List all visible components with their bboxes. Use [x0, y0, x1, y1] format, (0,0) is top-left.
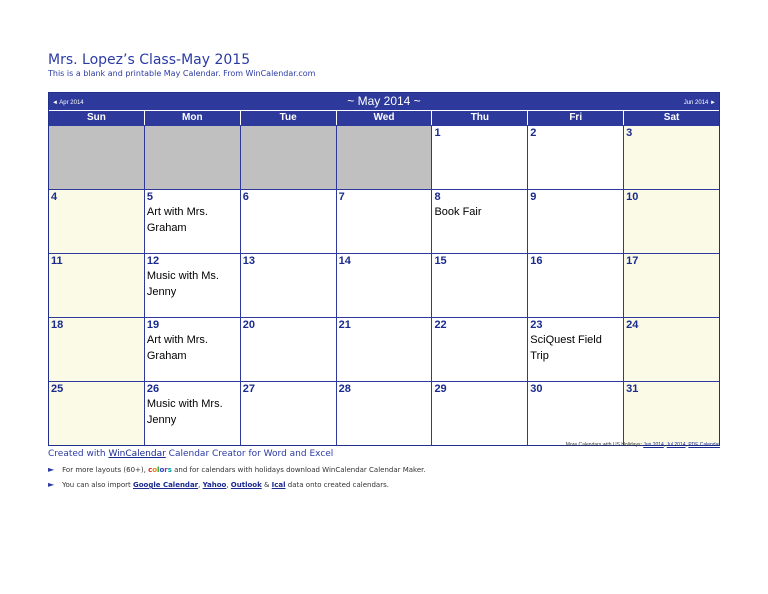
calendar-header [49, 93, 719, 110]
day-event: Music with Mrs. Jenny [146, 398, 223, 426]
day-cell[interactable] [49, 190, 144, 253]
day-event: Art with Mrs. Graham [146, 206, 208, 234]
page-title: Mrs. Lopez’s Class-May 2015 [48, 52, 251, 68]
day-number: 17 [626, 255, 639, 267]
prev-month-link[interactable]: ◄ Apr 2014 [52, 100, 84, 106]
page-subtitle: This is a blank and printable May Calendar. From WinCalendar.com [48, 69, 316, 78]
colors-word [148, 466, 172, 474]
bullet1-prefix: For more layouts (60+), [62, 466, 149, 474]
weekday-mon: Mon [144, 111, 240, 125]
week-row [49, 317, 719, 381]
bullet-arrow-icon: ► [48, 480, 55, 489]
day-event: Art with Mrs. Graham [146, 334, 208, 362]
day-event: Book Fair [434, 206, 482, 218]
day-number: 19 [146, 319, 160, 331]
week-row [49, 189, 719, 253]
yahoo-link[interactable]: Yahoo [202, 481, 227, 489]
bullet2-sep: & [261, 481, 272, 489]
day-number: 15 [434, 255, 447, 267]
day-cell[interactable] [240, 382, 336, 445]
day-cell[interactable] [527, 382, 623, 445]
week-row [49, 381, 719, 445]
calendar-grid [49, 125, 719, 445]
bullet-arrow-icon: ► [48, 465, 55, 474]
wincalendar-link[interactable]: WinCalendar [108, 449, 166, 459]
day-cell[interactable] [240, 254, 336, 317]
weekday-wed: Wed [336, 111, 432, 125]
colors-letter: o [152, 466, 158, 474]
day-cell[interactable] [49, 382, 144, 445]
day-number: 29 [434, 383, 447, 395]
day-cell[interactable] [144, 190, 240, 253]
day-number: 31 [626, 383, 639, 395]
day-number: 24 [626, 319, 639, 331]
day-number: 4 [51, 191, 58, 203]
day-number: 7 [338, 191, 345, 203]
bullet1-suffix: and for calendars with holidays download WinCalendar Calendar Maker. [171, 466, 426, 474]
bullet-layouts [48, 465, 426, 474]
day-cell[interactable] [431, 190, 527, 253]
calendar [48, 92, 720, 446]
bullet2-prefix: You can also import [62, 481, 133, 489]
more-calendars-prefix: More Calendars with US Holidays: [565, 442, 644, 448]
blank-day-cell [144, 126, 240, 189]
day-cell[interactable] [336, 318, 432, 381]
day-number: 1 [434, 127, 441, 139]
day-cell[interactable] [144, 382, 240, 445]
weekday-fri: Fri [527, 111, 623, 125]
day-number: 11 [51, 255, 63, 267]
day-cell[interactable] [336, 254, 432, 317]
day-cell[interactable] [49, 318, 144, 381]
day-cell[interactable] [431, 126, 527, 189]
day-cell[interactable] [623, 190, 719, 253]
week-row [49, 253, 719, 317]
blank-day-cell [49, 126, 144, 189]
day-number: 26 [146, 383, 160, 395]
day-number: 21 [338, 319, 351, 331]
day-number: 8 [434, 191, 441, 203]
created-with-line [48, 449, 333, 459]
day-number: 28 [338, 383, 351, 395]
week-row [49, 125, 719, 189]
more-calendars-sep: , [663, 442, 667, 448]
day-cell[interactable] [527, 254, 623, 317]
day-number: 5 [146, 191, 153, 203]
day-number: 14 [338, 255, 351, 267]
bullet2-suffix: data onto created calendars. [285, 481, 389, 489]
bullet-import [48, 480, 389, 489]
day-cell[interactable] [240, 318, 336, 381]
weekday-sat: Sat [623, 111, 719, 125]
day-cell[interactable] [527, 126, 623, 189]
day-cell[interactable] [623, 318, 719, 381]
ical-link[interactable]: Ical [271, 481, 286, 489]
more-calendars-link-jun[interactable]: Jun 2014 [643, 442, 664, 448]
day-cell[interactable] [623, 254, 719, 317]
created-prefix: Created with [48, 449, 109, 459]
day-event: SciQuest Field Trip [530, 334, 602, 362]
day-cell[interactable] [623, 126, 719, 189]
more-calendars-line [566, 442, 720, 448]
day-cell[interactable] [336, 382, 432, 445]
bullet2-sep: , [198, 481, 203, 489]
weekday-tue: Tue [240, 111, 336, 125]
outlook-link[interactable]: Outlook [230, 481, 262, 489]
day-number: 20 [242, 319, 255, 331]
day-cell[interactable] [336, 190, 432, 253]
colors-letter: c [148, 466, 153, 474]
day-cell[interactable] [623, 382, 719, 445]
day-cell[interactable] [431, 382, 527, 445]
day-number: 12 [146, 255, 160, 267]
day-number: 6 [242, 191, 249, 203]
day-event: Music with Ms. Jenny [146, 270, 219, 298]
weekday-thu: Thu [431, 111, 527, 125]
day-number: 18 [51, 319, 64, 331]
day-number: 16 [530, 255, 543, 267]
day-number: 27 [242, 383, 255, 395]
more-calendars-link-pdf[interactable]: PDF Calendar [688, 442, 720, 448]
weekday-sun: Sun [86, 112, 106, 123]
day-number: 22 [434, 319, 447, 331]
day-cell[interactable] [144, 318, 240, 381]
bullet2-sep: , [226, 481, 231, 489]
next-month-link[interactable]: Jun 2014 ► [683, 100, 716, 106]
day-number: 9 [530, 191, 537, 203]
day-cell[interactable] [240, 190, 336, 253]
blank-day-cell [336, 126, 432, 189]
day-number: 3 [626, 127, 633, 139]
day-cell[interactable] [49, 254, 144, 317]
created-suffix: Calendar Creator for Word and Excel [165, 449, 334, 459]
day-number: 30 [530, 383, 543, 395]
day-cell[interactable] [527, 190, 623, 253]
day-number: 23 [530, 319, 543, 331]
month-title: ~ May 2014 ~ [347, 94, 421, 108]
colors-letter: r [164, 466, 168, 474]
day-number: 25 [51, 383, 64, 395]
colors-letter: s [167, 466, 172, 474]
blank-day-cell [240, 126, 336, 189]
colors-letter: o [159, 466, 165, 474]
weekday-header-row [49, 110, 719, 125]
day-number: 13 [242, 255, 255, 267]
more-calendars-link-jul[interactable]: Jul 2014 [666, 442, 686, 448]
day-cell[interactable] [431, 318, 527, 381]
google-calendar-link[interactable]: Google Calendar [132, 481, 199, 489]
day-cell[interactable] [144, 254, 240, 317]
more-calendars-sep: , [685, 442, 689, 448]
day-number: 2 [530, 127, 537, 139]
day-cell[interactable] [431, 254, 527, 317]
colors-letter: l [157, 466, 160, 474]
day-number: 10 [626, 191, 639, 203]
day-cell[interactable] [527, 318, 623, 381]
